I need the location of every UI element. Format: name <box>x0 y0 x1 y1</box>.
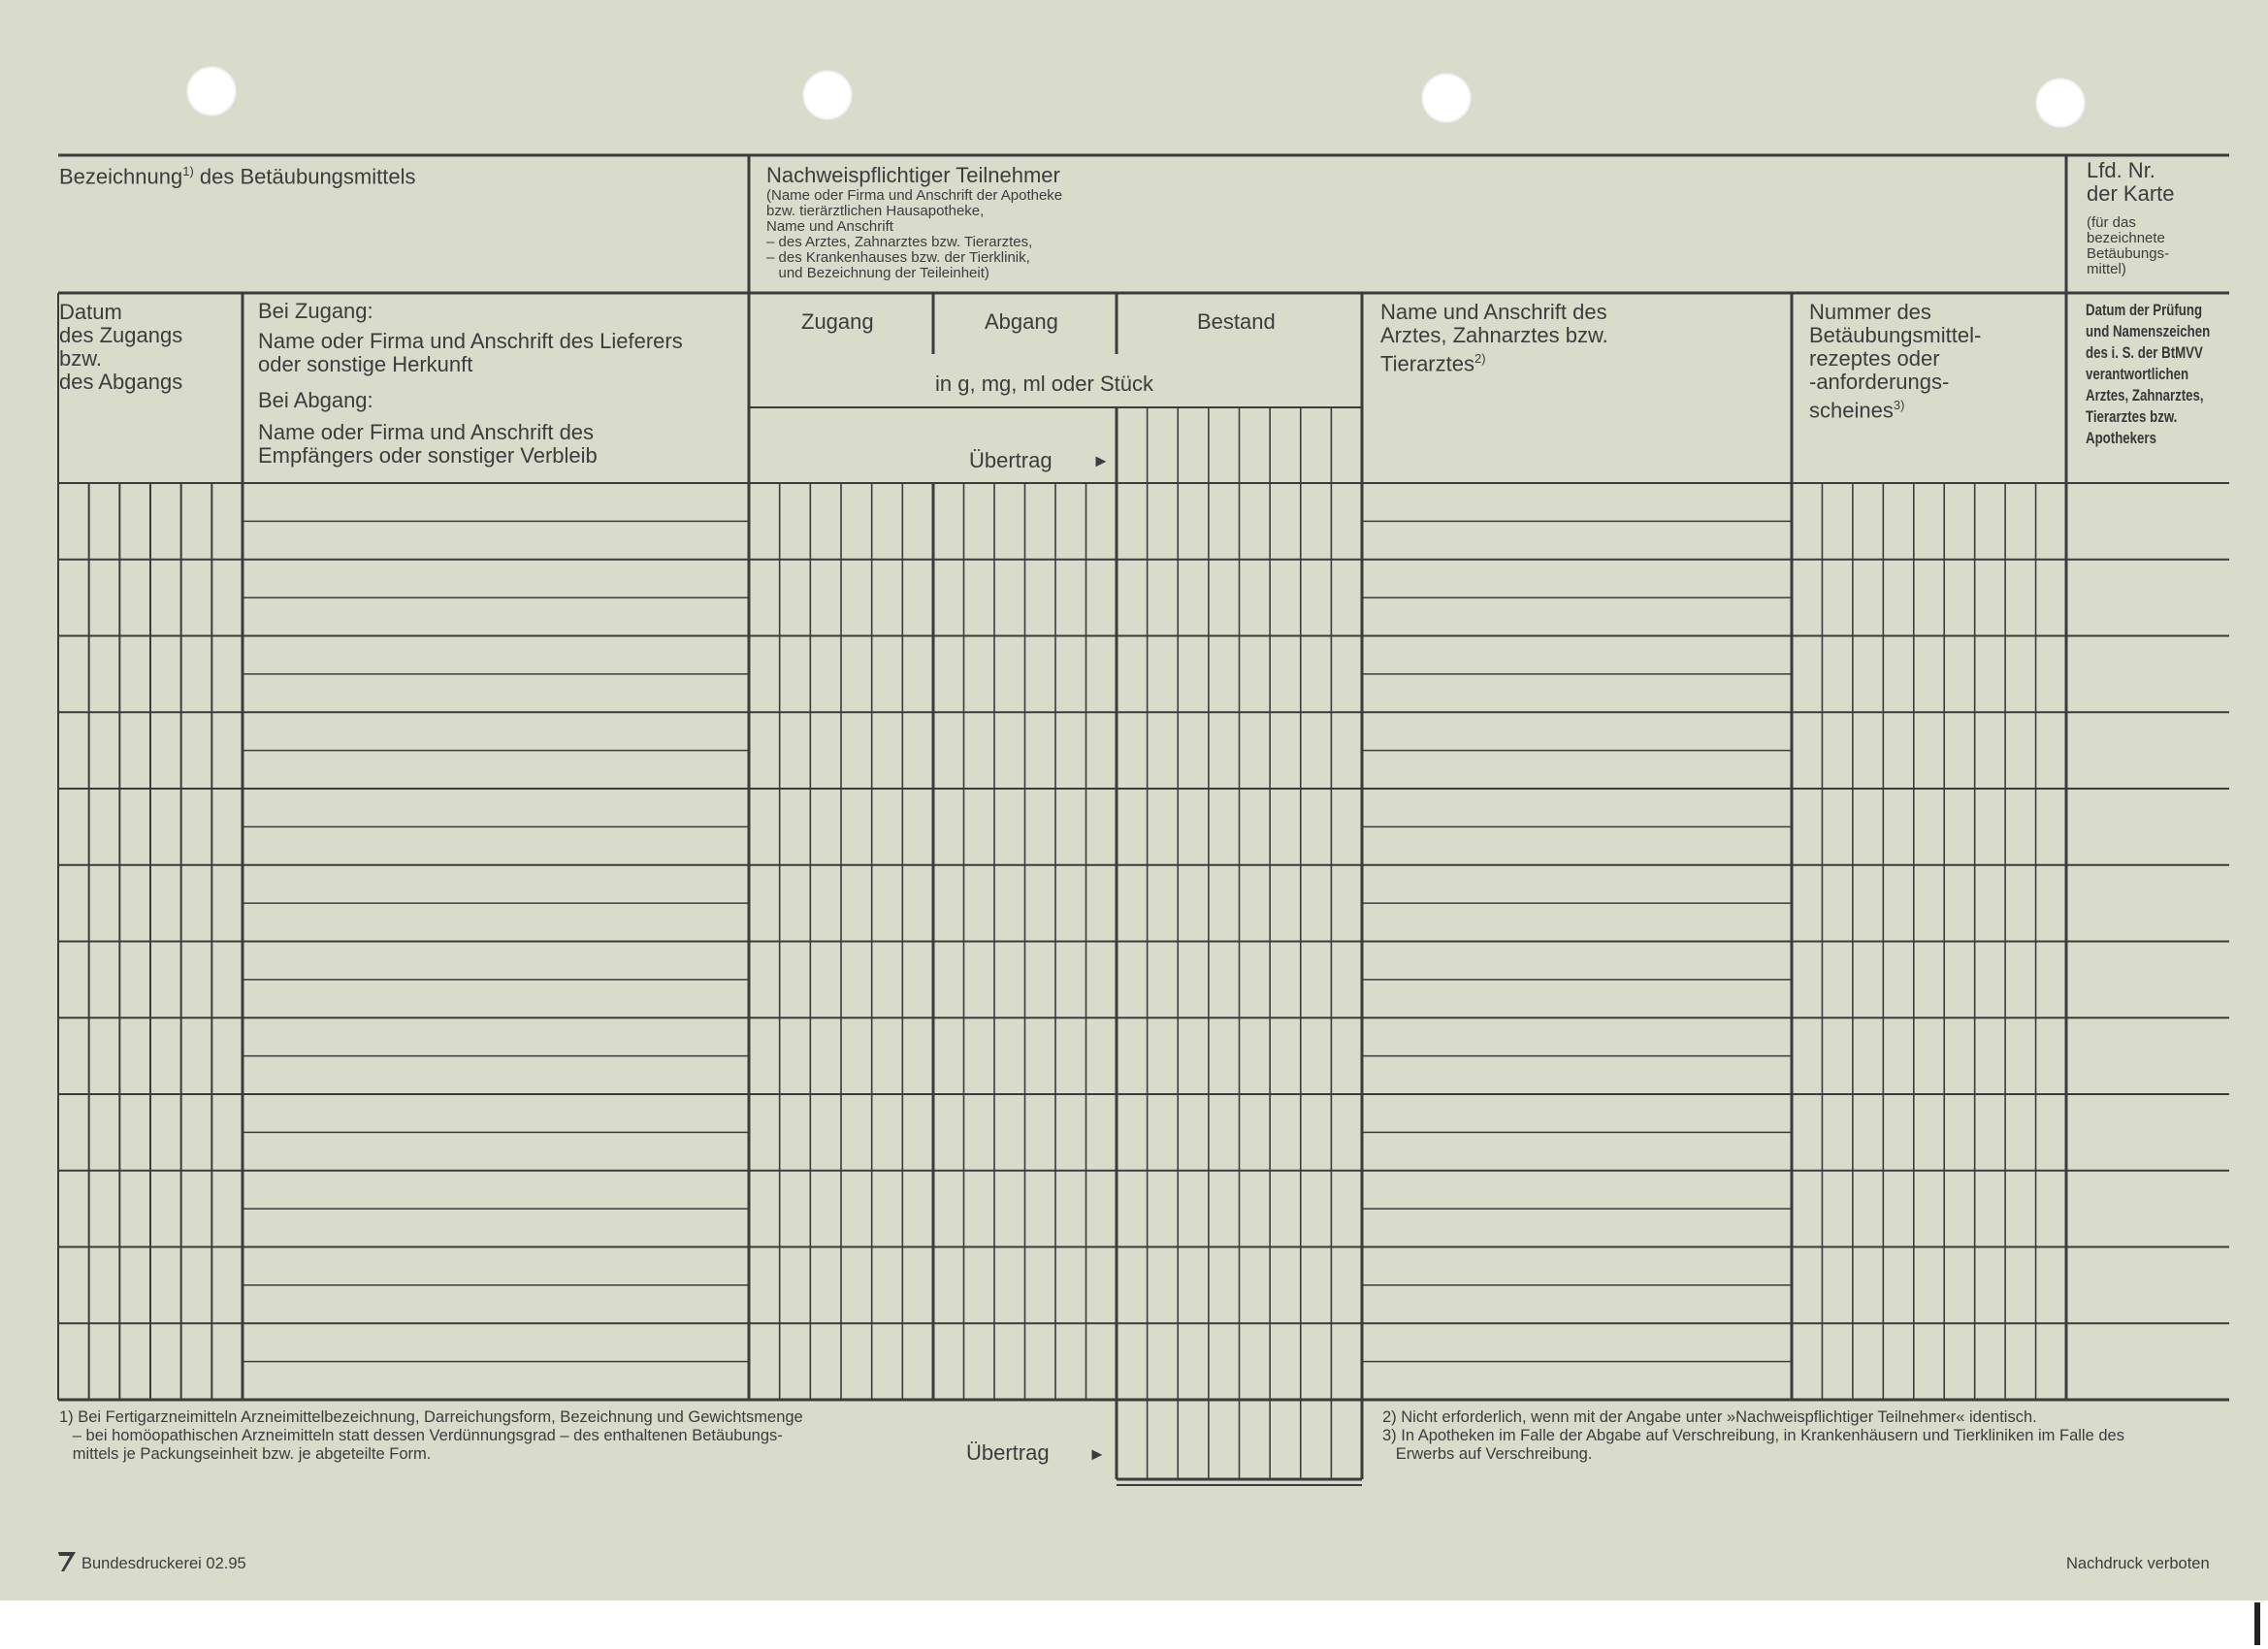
on-receipt-text: Name oder Firma und Anschrift des Lieferers oder sonstige Herkunft <box>258 329 683 376</box>
carry-over-bottom-label: Übertrag <box>966 1440 1050 1465</box>
carry-over-arrow-icon: ► <box>1092 451 1110 470</box>
footnote-1: 1) Bei Fertigarzneimitteln Arzneimittelbezeichnung, Darreichungsform, Bezeichnung und Gewichtsmenge – bei homöopathischen Arzneimitteln statt dessen Verdünnungsgrad – des enthaltenen Betäubungs- mittels je Packungseinheit bzw. je abgeteilte Form. <box>59 1408 803 1463</box>
units-label: in g, mg, ml oder Stück <box>935 372 1153 396</box>
reprint-notice: Nachdruck verboten <box>2066 1555 2210 1572</box>
participant-title: Nachweispflichtiger Teilnehmer <box>766 163 1060 187</box>
footnotes-2-3: 2) Nicht erforderlich, wenn mit der Angabe unter »Nachweispflichtiger Teilnehmer« identisch. 3) In Apotheken im Falle der Abgabe auf Verschreibung, in Krankenhäusern und Tierkliniken im Falle des Erwerbs auf Verschreibung. <box>1382 1408 2124 1463</box>
date-column-header: Datum des Zugangs bzw. des Abgangs <box>59 300 183 394</box>
stock-column-header: Bestand <box>1197 309 1276 334</box>
doctor-column-header: Name und Anschrift des Arztes, Zahnarztes bzw. Tierarztes$^{2)}$ <box>1380 300 1608 376</box>
check-column-header: Datum der Prüfung und Namenszeichen des i. S. der BtMVV verantwortlichen Arztes, Zahnarztes, Tierarztes bzw. Apothekers <box>2086 301 2211 447</box>
prescription-column-header: Nummer des Betäubungsmittel- rezeptes oder -anforderungs- scheines$^{3)}$ <box>1809 300 1982 423</box>
on-issue-text: Name oder Firma und Anschrift des Empfängers oder sonstiger Verbleib <box>258 420 598 468</box>
publisher-logo-icon <box>56 1550 78 1573</box>
card-number-note: (für das bezeichnete Betäubungs- mittel) <box>2087 214 2170 277</box>
participant-note: (Name oder Firma und Anschrift der Apotheke bzw. tierärztlichen Hausapotheke, Name und Anschrift – des Arztes, Zahnarztes bzw. Tierarztes, – des Krankenhauses bzw. der Tierklinik, und Bezeichnung der Teileinheit) <box>766 187 1063 281</box>
card-number-field[interactable] <box>2086 194 2241 275</box>
scan-edge-mark <box>2254 1602 2260 1645</box>
designation-label: Bezeichnung$^{1)}$ des Betäubungsmittels <box>59 164 416 189</box>
receipt-column-header: Zugang <box>801 309 874 334</box>
scan-margin <box>0 1600 2268 1649</box>
carry-over-top-label: Übertrag <box>969 448 1053 472</box>
carry-over-arrow-icon: ► <box>1088 1444 1106 1464</box>
publisher-imprint: Bundesdruckerei 02.95 <box>81 1555 246 1572</box>
on-receipt-heading: Bei Zugang: <box>258 299 373 323</box>
on-issue-heading: Bei Abgang: <box>258 388 373 412</box>
issue-column-header: Abgang <box>985 309 1058 334</box>
card-number-title: Lfd. Nr. der Karte <box>2087 158 2175 206</box>
